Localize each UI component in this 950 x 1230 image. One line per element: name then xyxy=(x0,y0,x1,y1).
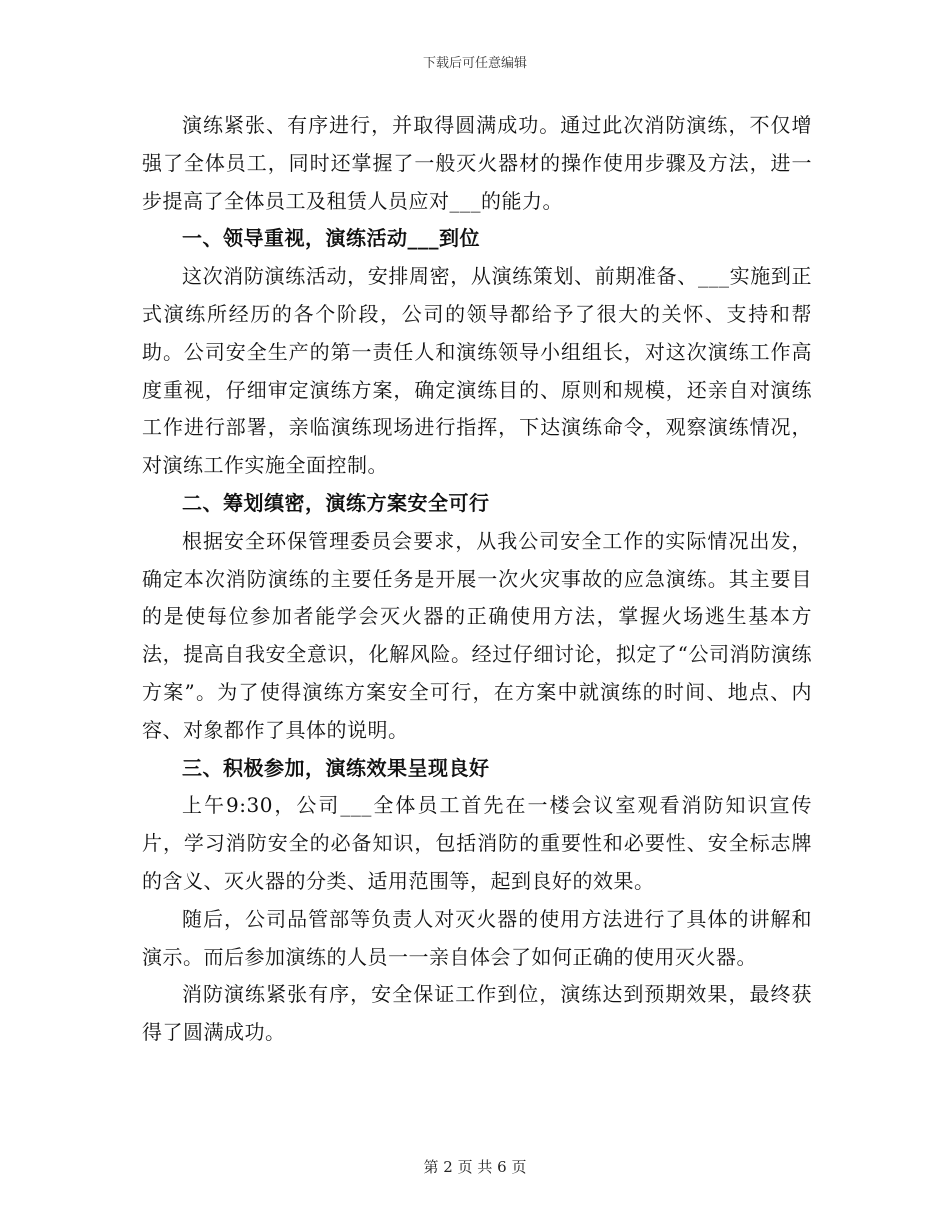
section-heading-2: 二、筹划缜密，演练方案安全可行 xyxy=(182,490,490,515)
paragraph-conclusion: 消防演练紧张有序，安全保证工作到位，演练达到预期效果，最终获得了圆满成功。 xyxy=(142,982,812,1045)
paragraph-intro: 演练紧张、有序进行，并取得圆满成功。通过此次消防演练，不仅增强了全体员工，同时还掌握了一般灭火器材的操作使用步骤及方法，进一步提高了全体员工及租赁人员应对___的能力。 xyxy=(142,113,812,213)
paragraph-planning: 根据安全环保管理委员会要求，从我公司安全工作的实际情况出发，确定本次消防演练的主要任务是开展一次火灾事故的应急演练。其主要目的是使每位参加者能学会灭火器的正确使用方法，掌握火场逃生基本方法，提高自我安全意识，化解风险。经过仔细讨论，拟定了“公司消防演练方案”。为了使得演练方案安全可行，在方案中就演练的时间、地点、内容、对象都作了具体的说明。 xyxy=(142,528,812,742)
section-heading-1: 一、领导重视，演练活动___到位 xyxy=(182,226,480,251)
paragraph-demonstration: 随后，公司品管部等负责人对灭火器的使用方法进行了具体的讲解和演示。而后参加演练的人员一一亲自体会了如何正确的使用灭火器。 xyxy=(142,906,812,969)
paragraph-leadership: 这次消防演练活动，安排周密，从演练策划、前期准备、___实施到正式演练所经历的各个阶段，公司的领导都给予了很大的关怀、支持和帮助。公司安全生产的第一责任人和演练领导小组组长，对这次演练工作高度重视，仔细审定演练方案，确定演练目的、原则和规模，还亲自对演练工作进行部署，亲临演练现场进行指挥，下达演练命令，观察演练情况，对演练工作实施全面控制。 xyxy=(142,264,812,478)
paragraph-morning-session: 上午9:30，公司___全体员工首先在一楼会议室观看消防知识宣传片，学习消防安全的必备知识，包括消防的重要性和必要性、安全标志牌的含义、灭火器的分类、适用范围等，起到良好的效果。 xyxy=(142,793,812,893)
page-header: 下载后可任意编辑 xyxy=(422,56,527,71)
document-body xyxy=(142,107,812,1052)
page-number: 第 2 页 共 6 页 xyxy=(423,1158,527,1176)
section-heading-3: 三、积极参加，演练效果呈现良好 xyxy=(182,755,490,780)
